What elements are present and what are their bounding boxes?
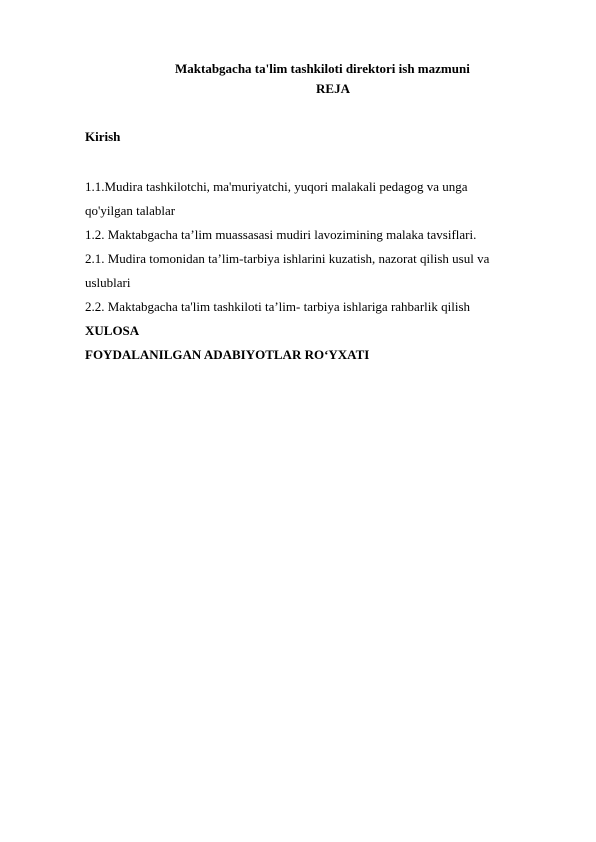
references-heading: FOYDALANILGAN ADABIYOTLAR RO‘YXATI	[85, 347, 370, 362]
plan-item-2-2: 2.2. Maktabgacha ta'lim tashkiloti ta’lim- tarbiya ishlariga rahbarlik qilish	[85, 299, 471, 314]
document-title: Maktabgacha ta'lim tashkiloti direktori ish mazmuni	[175, 61, 470, 76]
plan-item-1-2: 1.2. Maktabgacha ta’lim muassasasi mudiri lavozimining malaka tavsiflari.	[85, 227, 477, 242]
plan-item-1-1-line-2: qo'yilgan talablar	[85, 203, 176, 218]
plan-item-2-1-line-2: uslublari	[85, 275, 131, 290]
plan-item-2-1-line-1: 2.1. Mudira tomonidan ta’lim-tarbiya ishlarini kuzatish, nazorat qilish usul va	[85, 251, 490, 266]
introduction-heading: Kirish	[85, 129, 121, 144]
conclusion-heading: XULOSA	[85, 323, 140, 338]
plan-heading: REJA	[316, 81, 350, 96]
plan-item-1-1-line-1: 1.1.Mudira tashkilotchi, ma'muriyatchi, yuqori malakali pedagog va unga	[85, 179, 468, 194]
